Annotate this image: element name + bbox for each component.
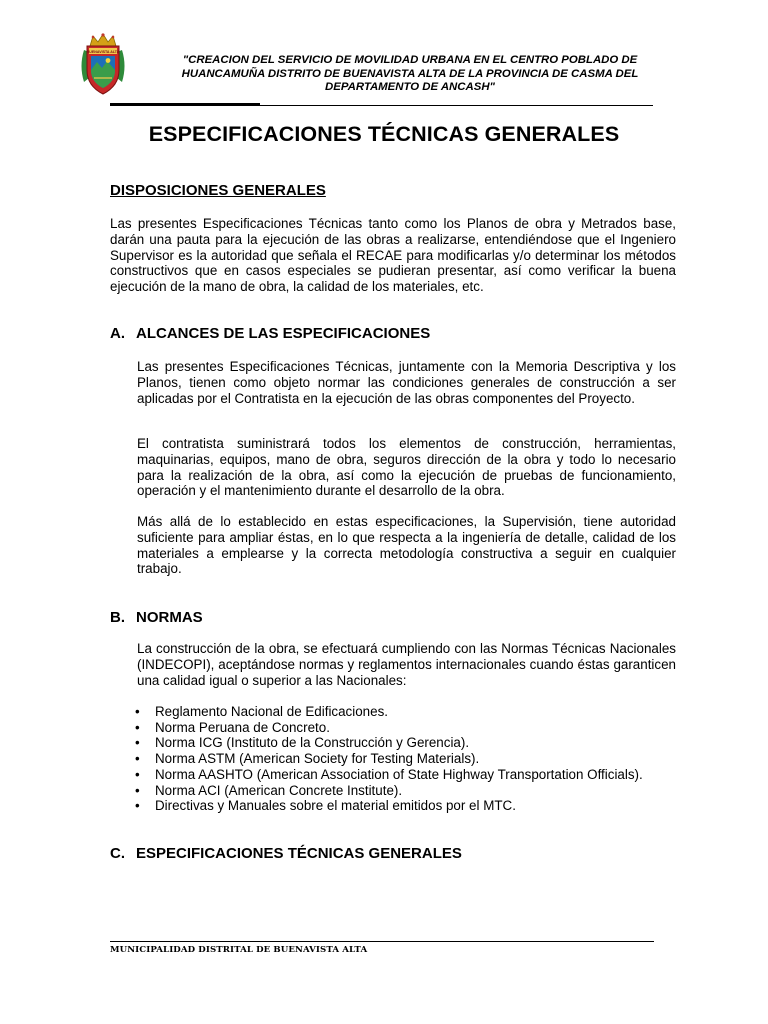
normas-list bbox=[133, 704, 643, 814]
list-item: • Directivas y Manuales sobre el material emitidos por el MTC. bbox=[135, 798, 516, 814]
project-title: "CREACION DEL SERVICIO DE MOVILIDAD URBANA EN EL CENTRO POBLADO DE HUANCAMUÑA DISTRITO DE BUENAVISTA ALTA DE LA PROVINCIA DE CASMA DEL DEPARTAMENTO DE ANCASH" bbox=[181, 54, 639, 93]
section-a-heading bbox=[110, 325, 430, 342]
section-a-letter: A. bbox=[110, 325, 125, 342]
bullet-icon: • bbox=[135, 798, 140, 814]
section-c-heading bbox=[110, 845, 462, 862]
document-title: ESPECIFICACIONES TÉCNICAS GENERALES bbox=[148, 122, 620, 146]
bullet-icon: • bbox=[135, 766, 140, 782]
section-a-title: ALCANCES DE LAS ESPECIFICACIONES bbox=[136, 325, 431, 342]
section-c-title: ESPECIFICACIONES TÉCNICAS GENERALES bbox=[136, 845, 462, 862]
list-item: • Norma AASHTO (American Association of State Highway Transportation Officials). bbox=[135, 766, 643, 782]
disposiciones-paragraph: Las presentes Especificaciones Técnicas tanto como los Planos de obra y Metrados base, darán una pauta para la ejecución de las obras a realizarse, entendiéndose que el Ingeniero Supervisor es la autoridad que señala el RECAE para modificarlas y/o determinar los métodos constructivos que en casos especiales se pudieran presentar, así como verificar la buena ejecución de la mano de obra, la calidad de los materiales, etc. bbox=[110, 216, 676, 295]
section-a-paragraph-3: Más allá de lo establecido en estas especificaciones, la Supervisión, tiene autoridad suficiente para ampliar éstas, en lo que respecta a la ingeniería de detalle, calidad de los materiales a emplearse y la correcta metodología constructiva a seguir en cualquier trabajo. bbox=[137, 514, 676, 577]
list-item: • Norma ICG (Instituto de la Construcción y Gerencia). bbox=[135, 735, 470, 751]
crest-lettering: BUENAVISTA ALTA bbox=[86, 49, 120, 54]
section-c-letter: C. bbox=[110, 845, 125, 862]
list-item: • Reglamento Nacional de Edificaciones. bbox=[135, 704, 388, 719]
footer-text: MUNICIPALIDAD DISTRITAL DE BUENAVISTA ALTA bbox=[110, 945, 368, 955]
section-b-heading bbox=[110, 609, 203, 626]
footer-rule bbox=[110, 941, 654, 942]
section-b-letter: B. bbox=[110, 609, 125, 626]
section-a-paragraph-2: El contratista suministrará todos los elementos de construcción, herramientas, maquinarias, equipos, mano de obra, seguros dirección de la obra y todo lo necesario para la realización de la obra, así como la ejecución de pruebas de funcionamiento, operación y el mantenimiento durante el desarrollo de la obra. bbox=[137, 436, 676, 499]
section-a-paragraph-1: Las presentes Especificaciones Técnicas, juntamente con la Memoria Descriptiva y los Planos, tienen como objeto normar las condiciones generales de construcción a ser aplicadas por el Contratista en la ejecución de las obras componentes del Proyecto. bbox=[137, 359, 676, 406]
list-item: • Norma ASTM (American Society for Testing Materials). bbox=[135, 751, 480, 767]
bullet-icon: • bbox=[135, 735, 140, 751]
municipal-crest-logo bbox=[78, 32, 128, 98]
disposiciones-heading: DISPOSICIONES GENERALES bbox=[110, 182, 326, 199]
list-item: • Norma ACI (American Concrete Institute). bbox=[135, 782, 403, 798]
section-b-paragraph: La construcción de la obra, se efectuará cumpliendo con las Normas Técnicas Nacionales (INDECOPI), aceptándose normas y reglamentos internacionales cuando éstas garanticen una calidad igual o superior a las Nacionales: bbox=[137, 641, 676, 688]
bullet-icon: • bbox=[135, 719, 140, 735]
bullet-icon: • bbox=[135, 751, 140, 767]
section-b-title: NORMAS bbox=[136, 609, 203, 626]
list-item: • Norma Peruana de Concreto. bbox=[135, 719, 330, 735]
bullet-icon: • bbox=[135, 704, 140, 719]
bullet-icon: • bbox=[135, 782, 140, 798]
header-rule-line bbox=[110, 105, 653, 106]
